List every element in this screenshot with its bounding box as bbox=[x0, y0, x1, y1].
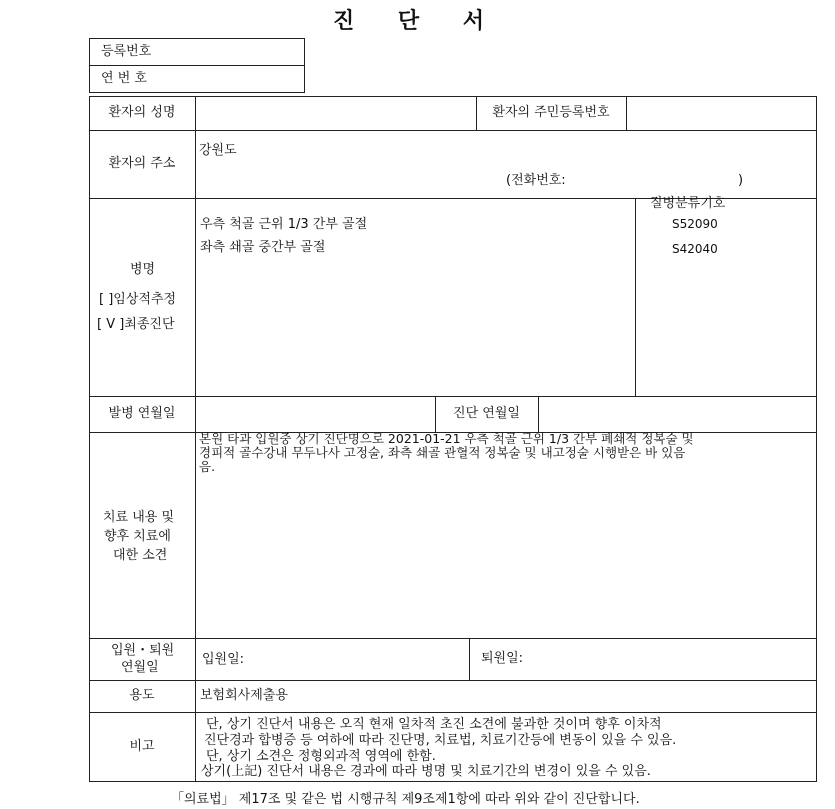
patient-address-label: 환자의 주소 bbox=[108, 156, 176, 171]
legal-footer: 「의료법」 제17조 및 같은 법 시행규칙 제9조제1항에 따라 위와 같이 진단합니다. bbox=[171, 792, 640, 807]
onset-date-label: 발병 연월일 bbox=[108, 406, 176, 421]
remarks-line: 단, 상기 소견은 정형외과적 영역에 한함. bbox=[206, 749, 436, 764]
diagnosis-name: 우측 척골 근위 1/3 간부 골절 bbox=[200, 217, 368, 232]
row-rule bbox=[89, 712, 817, 713]
treatment-text-line: 본원 타과 입원중 상기 진단명으로 2021-01-21 우측 척골 근위 1/3 간부 폐쇄적 정복술 및 bbox=[199, 431, 694, 446]
treatment-label: 치료 내용 및 bbox=[103, 510, 175, 525]
treatment-label: 향후 치료에 bbox=[104, 529, 171, 544]
admission-date-label: 입원일: bbox=[202, 652, 245, 667]
diagnosis-date-label: 진단 연월일 bbox=[453, 406, 520, 421]
clinical-estimate-option: [ ]임상적추정 bbox=[99, 292, 177, 307]
reg-number-label: 등록번호 bbox=[101, 44, 152, 59]
remarks-label: 비고 bbox=[129, 739, 155, 754]
column-rule bbox=[469, 638, 470, 680]
purpose-label: 용도 bbox=[129, 688, 155, 703]
admission-label: 연월일 bbox=[121, 660, 159, 675]
serial-number-label: 연 번 호 bbox=[101, 71, 147, 86]
remarks-line: 진단경과 합병증 등 여하에 따라 진단명, 치료법, 치료기간등에 변동이 있을 수 있음. bbox=[204, 733, 677, 748]
reg-box-divider bbox=[89, 65, 305, 66]
admission-label: 입원・퇴원 bbox=[111, 643, 175, 658]
patient-id-label: 환자의 주민등록번호 bbox=[492, 105, 610, 120]
final-diagnosis-option: [ V ]최종진단 bbox=[97, 317, 175, 332]
remarks-line: 단, 상기 진단서 내용은 오직 현재 일차적 초진 소견에 불과한 것이며 향후 이차적 bbox=[206, 717, 662, 732]
column-rule bbox=[626, 96, 627, 130]
remarks-line: 상기(上記) 진단서 내용은 경과에 따라 병명 및 치료기간의 변경이 있을 수 있음. bbox=[201, 764, 651, 779]
disease-code-header: 질병분류기호 bbox=[650, 196, 726, 211]
discharge-date-label: 퇴원일: bbox=[481, 651, 524, 666]
phone-label: (전화번호: bbox=[506, 173, 566, 188]
treatment-text-line: 경피적 골수강내 무두나사 고정술, 좌측 쇄골 관혈적 정복술 및 내고정술 시행받은 바 있음 bbox=[199, 445, 686, 460]
phone-close: ) bbox=[738, 173, 744, 188]
treatment-label: 대한 소견 bbox=[113, 548, 168, 563]
disease-code: S42040 bbox=[672, 242, 718, 256]
row-rule bbox=[89, 130, 817, 131]
address-value: 강원도 bbox=[199, 143, 237, 158]
row-rule bbox=[89, 638, 817, 639]
disease-label: 병명 bbox=[130, 262, 156, 277]
patient-name-label: 환자의 성명 bbox=[108, 105, 176, 120]
label-column-rule bbox=[195, 96, 196, 782]
document-title: 진 단 서 bbox=[332, 8, 503, 34]
treatment-text-line: 음. bbox=[199, 459, 216, 474]
row-rule bbox=[89, 680, 817, 681]
column-rule bbox=[538, 396, 539, 432]
column-rule bbox=[635, 198, 636, 396]
disease-code: S52090 bbox=[672, 217, 718, 231]
diagnosis-name: 좌측 쇄골 중간부 골절 bbox=[200, 240, 326, 255]
purpose-value: 보험회사제출용 bbox=[200, 688, 288, 703]
